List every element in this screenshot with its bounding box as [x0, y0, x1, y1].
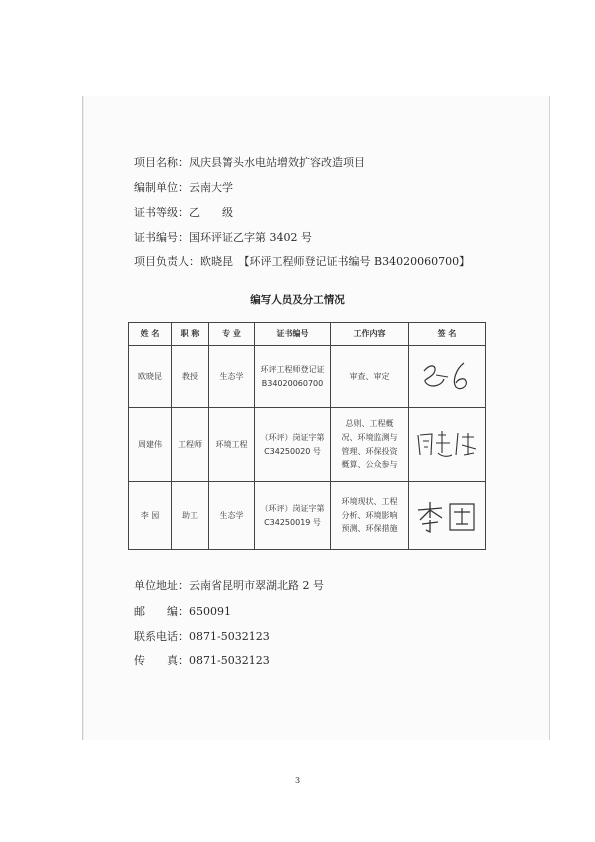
project-lead-line: [134, 253, 470, 269]
cert-line: （环评）岗证字第: [260, 432, 325, 442]
staff-table: [128, 322, 486, 550]
handwritten-signature: [412, 357, 482, 397]
work-line: 分析、环境影响: [341, 510, 398, 520]
cert-line: C34250020 号: [264, 446, 321, 456]
staff-work: [331, 482, 409, 550]
fax-value: 0871-5032123: [189, 654, 270, 667]
cert-number-label: 证书编号：: [134, 231, 189, 244]
fax-label: 传 真：: [134, 654, 189, 667]
cert-number-value: 国环评证乙字第 3402 号: [189, 231, 312, 244]
staff-section-title: 编写人员及分工情况: [250, 294, 345, 306]
header-signature: 签 名: [409, 323, 486, 346]
work-line: 审查、审定: [349, 371, 390, 381]
staff-major: 生态学: [209, 482, 255, 550]
staff-title: 教授: [172, 346, 209, 408]
staff-cert: [255, 482, 331, 550]
project-name-line: [134, 154, 365, 170]
header-work: 工作内容: [331, 323, 409, 346]
cert-line: （环评）岗证字第: [260, 503, 325, 513]
zip-label: 邮 编：: [134, 605, 189, 618]
work-line: 况、环境监测与: [341, 432, 398, 442]
table-row: [129, 408, 486, 482]
table-row: [129, 346, 486, 408]
address-value: 云南省昆明市翠湖北路 2 号: [189, 579, 324, 592]
header-title: 职 称: [172, 323, 209, 346]
staff-name: 周建伟: [129, 408, 172, 482]
handwritten-signature: [412, 496, 482, 536]
staff-work: [331, 346, 409, 408]
project-name-label: 项目名称：: [134, 156, 189, 169]
project-lead-value: 欧晓昆 【环评工程师登记证书编号 B34020060700】: [200, 255, 471, 268]
cert-line: 环评工程师登记证: [260, 364, 325, 374]
zip-value: 650091: [189, 605, 231, 618]
work-line: 环境现状、工程: [341, 497, 398, 507]
handwritten-signature: [412, 425, 482, 465]
staff-name: 李 园: [129, 482, 172, 550]
staff-major: 生态学: [209, 346, 255, 408]
header-major: 专 业: [209, 323, 255, 346]
cert-line: C34250019 号: [264, 517, 321, 527]
staff-cert: [255, 408, 331, 482]
header-cert: 证书编号: [255, 323, 331, 346]
cert-number-line: [134, 229, 312, 245]
cert-grade-label: 证书等级：: [134, 206, 189, 219]
table-header-row: [129, 323, 486, 346]
signature-cell: [409, 482, 486, 550]
signature-cell: [409, 408, 486, 482]
address-label: 单位地址：: [134, 579, 189, 592]
compiling-unit-label: 编制单位：: [134, 181, 189, 194]
address-line: [134, 577, 324, 593]
phone-value: 0871-5032123: [189, 630, 270, 643]
header-name: 姓 名: [129, 323, 172, 346]
staff-work: [331, 408, 409, 482]
cert-line: B34020060700: [261, 378, 324, 388]
page-number: 3: [294, 776, 301, 785]
phone-label: 联系电话：: [134, 630, 189, 643]
compiling-unit-line: [134, 179, 233, 195]
work-line: 概算、公众参与: [341, 460, 398, 470]
staff-title: 工程师: [172, 408, 209, 482]
project-lead-label: 项目负责人：: [134, 255, 200, 268]
cert-grade-value: 乙 级: [189, 206, 233, 219]
work-line: 总则、工程概: [345, 419, 394, 429]
table-row: [129, 482, 486, 550]
staff-title: 助工: [172, 482, 209, 550]
project-name-value: 凤庆县箐头水电站增效扩容改造项目: [189, 156, 365, 169]
staff-major: 环境工程: [209, 408, 255, 482]
work-line: 预测、环保措施: [341, 524, 398, 534]
cert-grade-line: [134, 204, 233, 220]
staff-cert: [255, 346, 331, 408]
zip-line: [134, 603, 231, 619]
signature-cell: [409, 346, 486, 408]
work-line: 管理、环保投资: [341, 446, 398, 456]
phone-line: [134, 628, 270, 644]
compiling-unit-value: 云南大学: [189, 181, 233, 194]
fax-line: [134, 652, 270, 668]
staff-name: 欧晓昆: [129, 346, 172, 408]
